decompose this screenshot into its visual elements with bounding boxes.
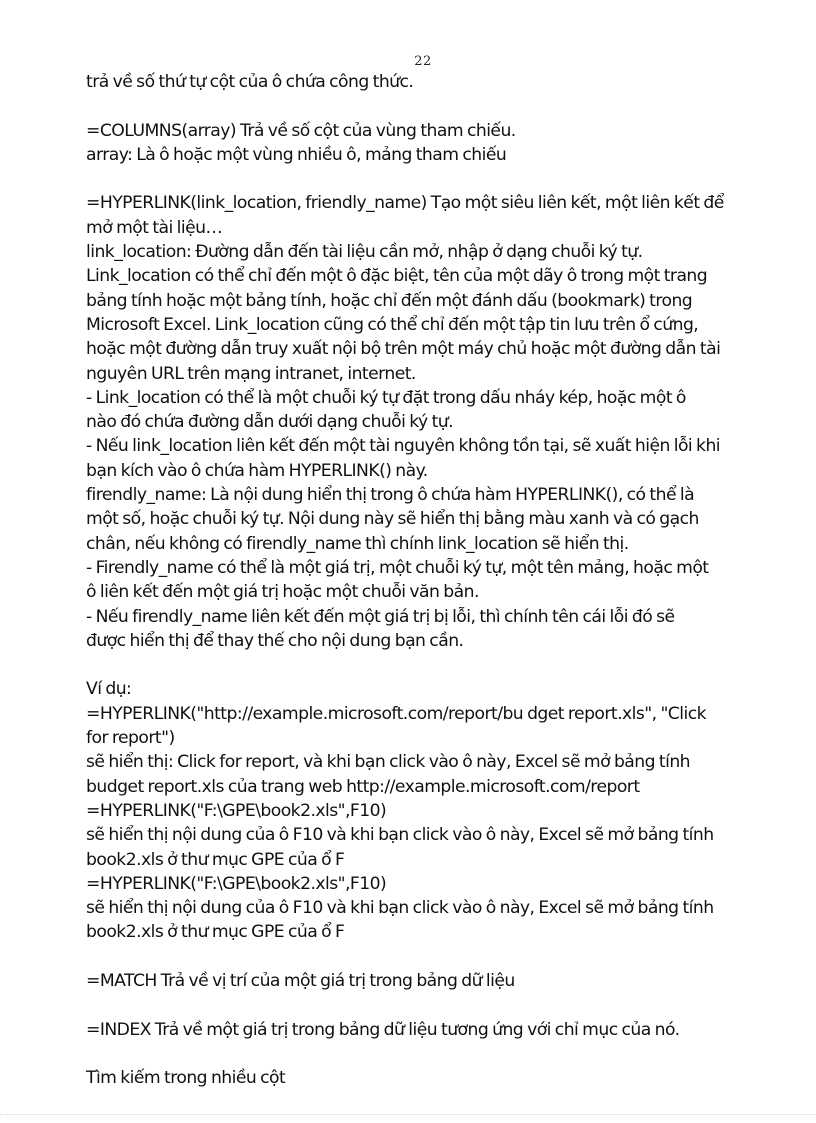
text-line: được hiển thị để thay thế cho nội dung bạn cần. <box>86 630 464 651</box>
document-body <box>86 70 776 1090</box>
text-line: Link_location có thể chỉ đến một ô đặc biệt, tên của một dãy ô trong một trang <box>86 266 708 287</box>
blank-line <box>86 167 776 191</box>
blank-line <box>86 1042 776 1066</box>
text-line: =HYPERLINK("http://example.microsoft.com/report/bu dget report.xls", "Click <box>86 703 707 724</box>
text-line: nguyên URL trên mạng intranet, internet. <box>86 363 416 384</box>
text-line: một số, hoặc chuỗi ký tự. Nội dung này sẽ hiển thị bằng màu xanh và có gạch <box>86 509 699 530</box>
text-line: =HYPERLINK(link_location, friendly_name) Tạo một siêu liên kết, một liên kết để <box>86 193 724 214</box>
text-line: =HYPERLINK("F:\GPE\book2.xls",F10) <box>86 873 387 894</box>
text-line: =INDEX Trả về một giá trị trong bảng dữ liệu tương ứng với chỉ mục của nó. <box>86 1019 680 1040</box>
text-line: Tìm kiếm trong nhiều cột <box>86 1068 286 1089</box>
blank-line <box>86 993 776 1017</box>
text-line: hoặc một đường dẫn truy xuất nội bộ trên một máy chủ hoặc một đường dẫn tài <box>86 339 721 360</box>
text-line: - Link_location có thể là một chuỗi ký tự đặt trong dấu nháy kép, hoặc một ô <box>86 387 686 408</box>
text-line: bảng tính hoặc một bảng tính, hoặc chỉ đến một đánh dấu (bookmark) trong <box>86 290 693 311</box>
text-line: ô liên kết đến một giá trị hoặc một chuỗi văn bản. <box>86 582 479 603</box>
blank-line <box>86 945 776 969</box>
text-line: for report") <box>86 728 175 749</box>
text-line: budget report.xls của trang web http://example.microsoft.com/report <box>86 776 640 797</box>
blank-line <box>86 94 776 118</box>
text-line: - Nếu firendly_name liên kết đến một giá trị bị lỗi, thì chính tên cái lỗi đó sẽ <box>86 606 675 627</box>
text-line: sẽ hiển thị: Click for report, và khi bạn click vào ô này, Excel sẽ mở bảng tính <box>86 752 691 773</box>
text-line: book2.xls ở thư mục GPE của ổ F <box>86 849 345 870</box>
text-line: sẽ hiển thị nội dung của ô F10 và khi bạn click vào ô này, Excel sẽ mở bảng tính <box>86 825 714 846</box>
text-line: book2.xls ở thư mục GPE của ổ F <box>86 922 345 943</box>
text-line: sẽ hiển thị nội dung của ô F10 và khi bạn click vào ô này, Excel sẽ mở bảng tính <box>86 898 714 919</box>
blank-line <box>86 653 776 677</box>
text-line: mở một tài liệu… <box>86 217 223 238</box>
text-line: =HYPERLINK("F:\GPE\book2.xls",F10) <box>86 800 387 821</box>
text-line: - Firendly_name có thể là một giá trị, một chuỗi ký tự, một tên mảng, hoặc một <box>86 557 709 578</box>
text-line: array: Là ô hoặc một vùng nhiều ô, mảng tham chiếu <box>86 144 507 165</box>
text-line: link_location: Đường dẫn đến tài liệu cần mở, nhập ở dạng chuỗi ký tự. <box>86 242 643 263</box>
text-line: nào đó chứa đường dẫn dưới dạng chuỗi ký tự. <box>86 412 454 433</box>
page-bottom-divider <box>0 1114 816 1115</box>
text-line: =COLUMNS(array) Trả về số cột của vùng tham chiếu. <box>86 120 516 141</box>
text-line: firendly_name: Là nội dung hiển thị trong ô chứa hàm HYPERLINK(), có thể là <box>86 485 695 506</box>
text-line: Microsoft Excel. Link_location cũng có thể chỉ đến một tập tin lưu trên ổ cứng, <box>86 314 699 335</box>
text-line: bạn kích vào ô chứa hàm HYPERLINK() này. <box>86 460 428 481</box>
text-line: Ví dụ: <box>86 679 132 700</box>
text-line: trả về số thứ tự cột của ô chứa công thức. <box>86 72 414 92</box>
text-line: chân, nếu không có firendly_name thì chính link_location sẽ hiển thị. <box>86 533 629 554</box>
text-line: =MATCH Trả về vị trí của một giá trị trong bảng dữ liệu <box>86 970 515 991</box>
page-number: 22 <box>414 54 432 69</box>
text-line: - Nếu link_location liên kết đến một tài nguyên không tồn tại, sẽ xuất hiện lỗi khi <box>86 436 721 457</box>
